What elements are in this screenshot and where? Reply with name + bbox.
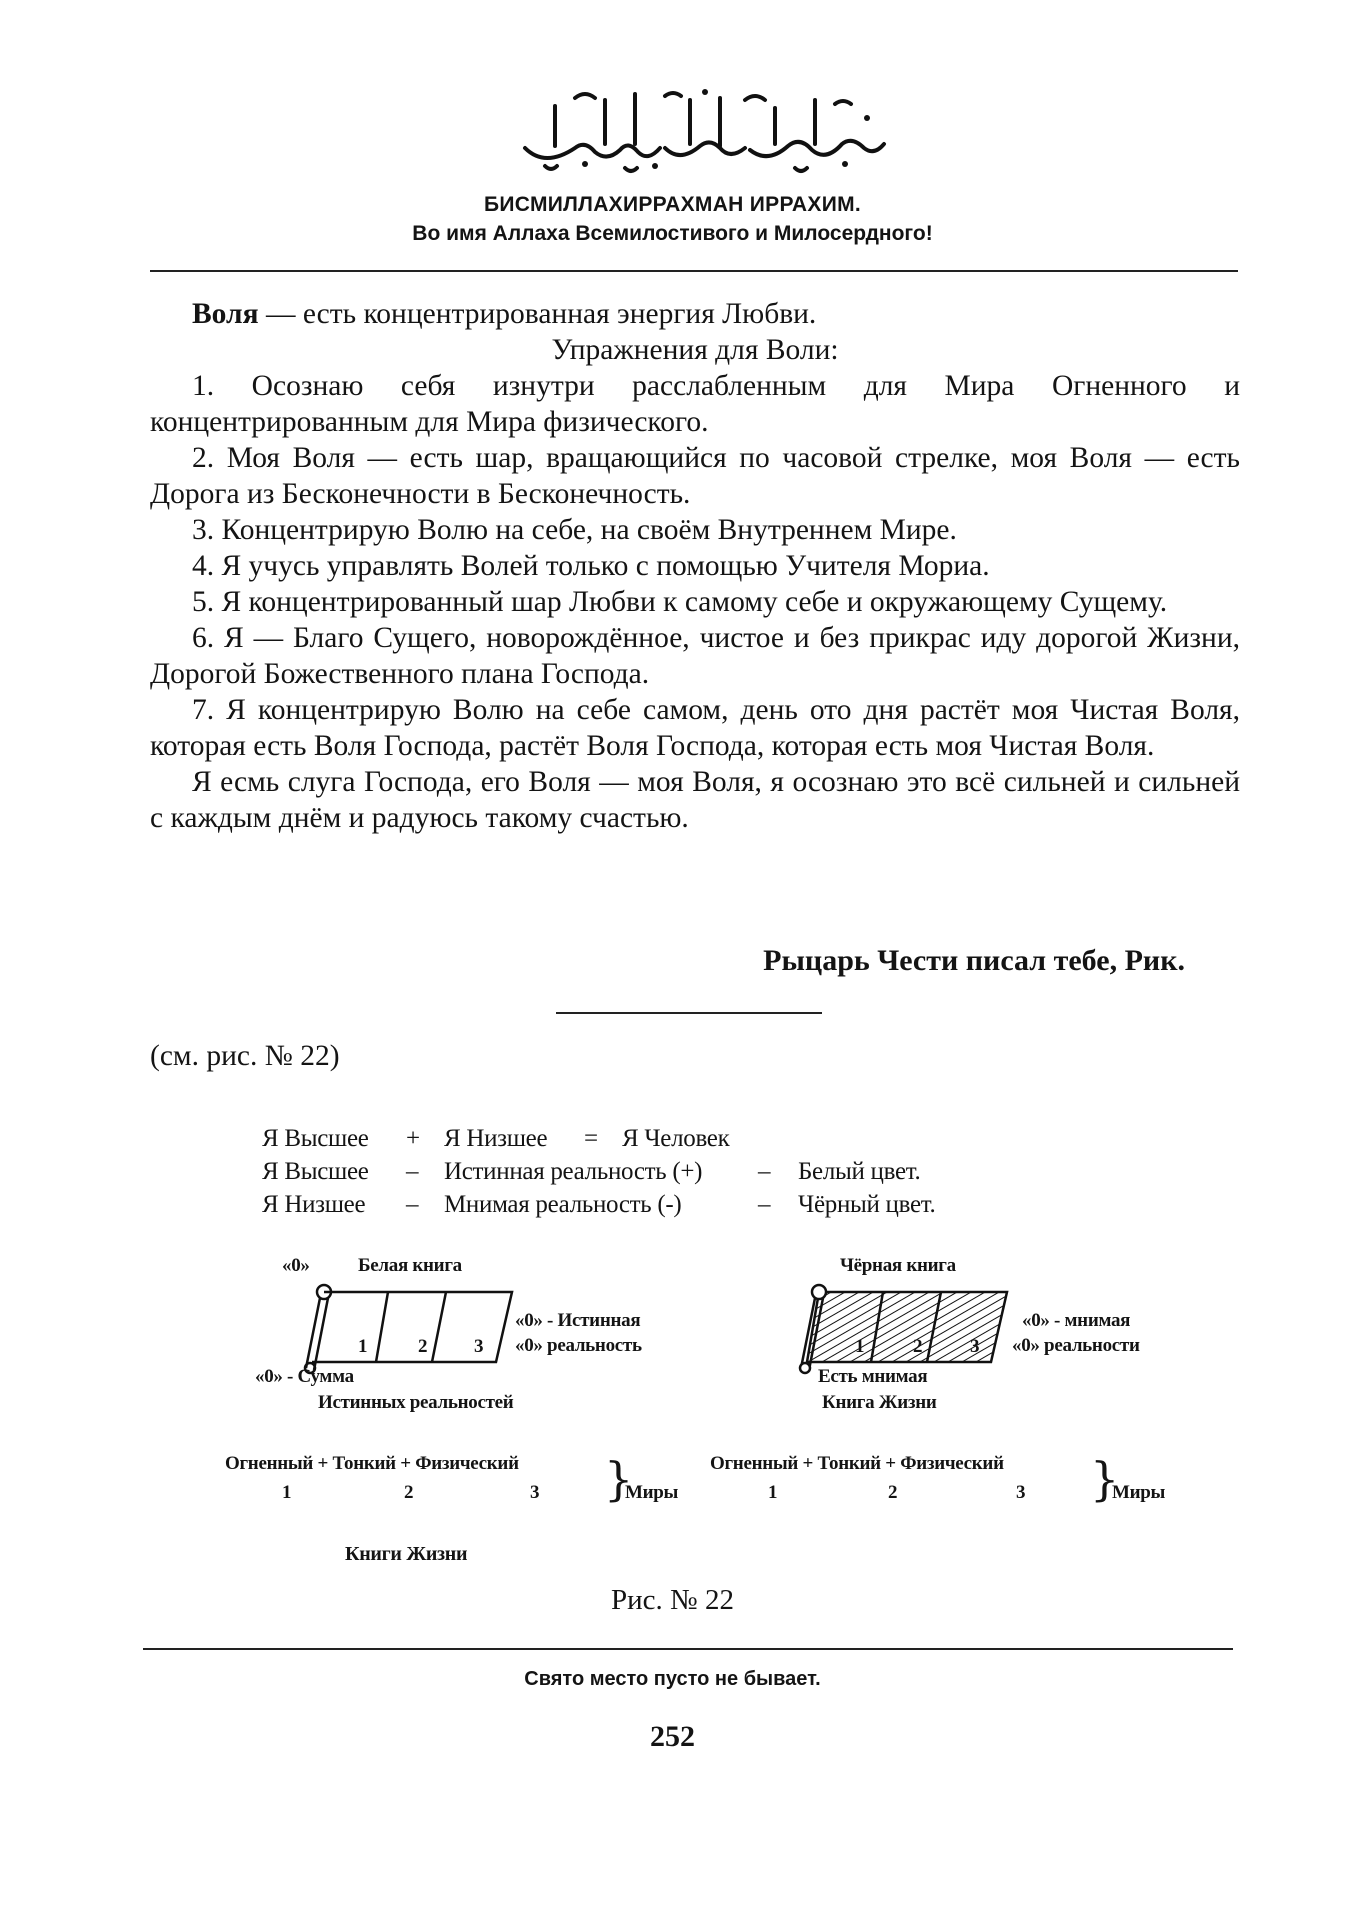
header-divider [150,270,1238,272]
signature: Рыцарь Чести писал тебе, Рик. [763,944,1185,977]
worlds-left-brace: } [604,1452,634,1506]
figure-caption: Рис. № 22 [611,1584,734,1616]
eq1-term3: Я Человек [622,1125,730,1152]
white-book-bottom-label-2: Истинных реальностей [318,1392,514,1413]
worlds-left-num-3: 3 [530,1482,540,1503]
exercise-item-3: 3. Концентрирую Волю на себе, на своём Внутреннем Мире. [192,514,957,546]
worlds-left-num-2: 2 [404,1482,414,1503]
black-book-cell-3: 3 [970,1336,980,1357]
exercise-item-7: 7. Я концентрирую Волю на себе самом, день ото дня растёт моя Чистая Воля, которая есть Воля Господа, растёт Воля Господа, которая есть моя Чистая Воля. [150,694,1240,762]
worlds-left-label: Миры [625,1482,679,1503]
white-book-bottom-label-1: «0» - Сумма [255,1366,354,1387]
eq2-term3: Белый цвет. [798,1158,921,1185]
eq2-op2: – [758,1158,771,1185]
eq1-term1: Я Высшее [262,1125,369,1152]
basmala-calligraphy [515,78,905,178]
white-book-cell-2: 2 [418,1336,428,1357]
worlds-right-brace: } [1090,1452,1120,1506]
white-book-drawing [300,1280,530,1380]
eq1-op1: + [406,1125,420,1152]
exercise-item-4: 4. Я учусь управлять Волей только с помощью Учителя Мориа. [192,550,990,582]
intro-bold-word: Воля [192,298,259,330]
header-line-1: БИСМИЛЛАХИРРАХМАН ИРРАХИМ. [483,193,862,216]
eq2-term2: Истинная реальность (+) [444,1158,703,1185]
header-line-2: Во имя Аллаха Всемилостивого и Милосердного! [412,222,933,245]
eq2-term1: Я Высшее [262,1158,369,1185]
white-book-cell-1: 1 [358,1336,368,1357]
figure-reference: (см. рис. № 22) [150,1040,340,1072]
footer-divider [143,1648,1233,1650]
exercise-item-1: 1. Осознаю себя изнутри расслабленным для Мира Огненного и концентрированным для Мира физического. [150,370,1240,438]
white-book-right-label-1: «0» - Истинная [515,1310,641,1331]
exercise-item-2: 2. Моя Воля — есть шар, вращающийся по часовой стрелке, моя Воля — есть Дорога из Бесконечности в Бесконечность. [150,442,1240,510]
worlds-right-label: Миры [1112,1482,1166,1503]
white-book-right-label-2: «0» реальность [515,1335,642,1356]
black-book-bottom-label-2: Книга Жизни [822,1392,937,1413]
eq3-term3: Чёрный цвет. [798,1191,936,1218]
worlds-right-num-2: 2 [888,1482,898,1503]
eq1-op2: = [584,1125,598,1152]
exercise-item-5: 5. Я концентрированный шар Любви к самому себе и окружающему Сущему. [192,586,1168,618]
worlds-left-words: Огненный + Тонкий + Физический [225,1453,519,1474]
black-book-right-label-2: «0» реальности [1012,1335,1140,1356]
black-book-drawing [795,1280,1025,1380]
page-number: 252 [650,1720,695,1753]
eq3-term2: Мнимая реальность (-) [444,1191,682,1218]
black-book-right-label-1: «0» - мнимая [1022,1310,1131,1331]
white-book-cell-3: 3 [474,1336,484,1357]
eq3-term1: Я Низшее [262,1191,366,1218]
black-book-title: Чёрная книга [840,1255,956,1276]
worlds-right-num-3: 3 [1016,1482,1026,1503]
eq1-term2: Я Низшее [444,1125,548,1152]
eq3-op1: – [406,1191,419,1218]
black-book-bottom-label-1: Есть мнимая [818,1366,928,1387]
books-of-life-label: Книги Жизни [345,1543,468,1565]
intro-paragraph [150,296,1240,332]
eq3-op2: – [758,1191,771,1218]
eq2-op1: – [406,1158,419,1185]
body-text [150,296,1240,836]
black-book-cell-1: 1 [855,1336,865,1357]
signature-divider [556,1012,822,1014]
worlds-right-num-1: 1 [768,1482,778,1503]
white-book-zero-label: «0» [282,1255,310,1276]
exercise-item-6: 6. Я — Благо Сущего, новорождённое, чистое и без прикрас иду дорогой Жизни, Дорогой Божественного плана Господа. [150,622,1240,690]
closing-paragraph: Я есмь слуга Господа, его Воля — моя Воля, я осознаю это всё сильней и сильней с каждым днём и радуюсь такому счастью. [150,766,1240,834]
exercises-title: Упражнения для Воли: [551,334,839,366]
intro-rest: — есть концентрированная энергия Любви. [258,298,817,330]
black-book-cell-2: 2 [913,1336,923,1357]
worlds-left-num-1: 1 [282,1482,292,1503]
white-book-title: Белая книга [358,1255,462,1276]
footer-proverb: Свято место пусто не бывает. [524,1668,821,1690]
worlds-right-words: Огненный + Тонкий + Физический [710,1453,1004,1474]
